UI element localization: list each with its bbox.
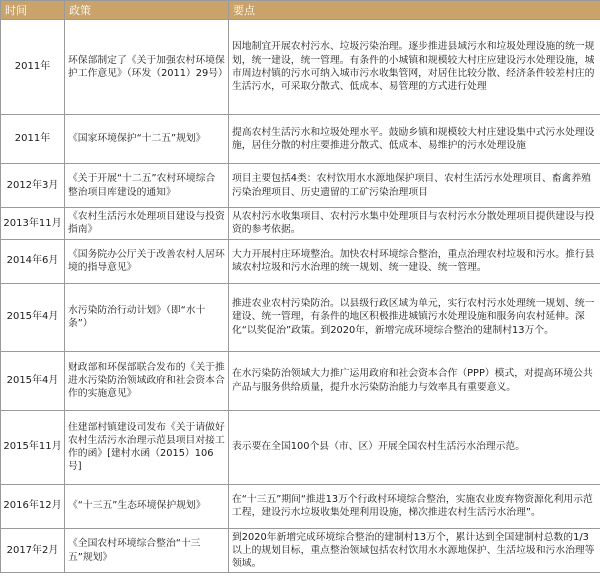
cell-policy: 《关于开展“十二五”农村环境综合整治项目库建设的通知》 [65,164,229,208]
cell-time: 2013年11月 [1,208,65,240]
table-row [1,351,600,410]
cell-points: 到2020年新增完成环境综合整治的建制村13万个，累计达到全国建制村总数的1/3以上的规划目标，重点整治领域包括农村饮用水水源地保护、生活垃圾和污水治理等领域。 [229,528,600,573]
cell-points: 表示要在全国100个县（市、区）开展全国农村生活污水治理示范。 [229,410,600,484]
cell-policy: 《国务院办公厅关于改善农村人居环境的指导意见》 [65,239,229,283]
cell-points: 从农村污水收集项目、农村污水集中处理项目与农村污水分散处理项目提供建设与投资的参考依据。 [229,208,600,240]
cell-points: 项目主要包括4类：农村饮用水水源地保护项目、农村生活污水处理项目、畜禽养殖污染治理项目、历史遗留的工矿污染治理项目 [229,164,600,208]
cell-policy: 环保部制定了《关于加强农村环境保护工作意见》（环发（2011）29号） [65,20,229,115]
cell-policy: 《全国农村环境综合整治“十三五”规划》 [65,528,229,573]
table-row [1,410,600,484]
cell-time: 2012年3月 [1,164,65,208]
cell-policy: 《农村生活污水处理项目建设与投资指南》 [65,208,229,240]
cell-policy: 住建部村镇建设司发布《关于请做好农村生活污水治理示范县项目对接工作的函》[建村水函（2015）106号] [65,410,229,484]
table-row [1,484,600,528]
cell-time: 2011年 [1,115,65,164]
header-policy: 政策 [65,1,229,20]
table-row [1,164,600,208]
header-points: 要点 [229,1,600,20]
cell-time: 2015年11月 [1,410,65,484]
table-row [1,20,600,115]
header-row [1,1,600,20]
cell-time: 2015年4月 [1,283,65,351]
cell-policy: 财政部和环保部联合发布的《关于推进水污染防治领域政府和社会资本合作的实施意见》 [65,351,229,410]
table-row [1,208,600,240]
table-row [1,283,600,351]
cell-time: 2011年 [1,20,65,115]
table-row [1,239,600,283]
cell-points: 因地制宜开展农村污水、垃圾污染治理。逐步推进县域污水和垃圾处理设施的统一规划，统一建设，统一管理。有条件的小城镇和规模较大村庄应建设污水处理设施，城市周边村镇的污水可纳入城市污水收集管网，对居住比较分散、经济条件较差村庄的生活污水，可采取分散式、低成本、易管理的方式进行处理 [229,20,600,115]
cell-policy: 水污染防治行动计划》（即“水十条”） [65,283,229,351]
cell-time: 2015年4月 [1,351,65,410]
table-row [1,115,600,164]
cell-points: 大力开展村庄环境整治。加快农村环境综合整治，重点治理农村垃圾和污水。推行县域农村垃圾和污水治理的统一规划、统一建设、统一管理。 [229,239,600,283]
cell-points: 推进农业农村污染防治。以县级行政区域为单元，实行农村污水处理统一规划、统一建设、统一管理，有条件的地区积极推进城镇污水处理设施和服务向农村延伸。深化“以奖促治”政策。到2020年，新增完成环境综合整治的建制村13万个。 [229,283,600,351]
cell-points: 提高农村生活污水和垃圾处理水平。鼓励乡镇和规模较大村庄建设集中式污水处理设施，居住分散的村庄要推进分散式、低成本、易维护的污水处理设施 [229,115,600,164]
table-row [1,528,600,573]
header-time: 时间 [1,1,65,20]
cell-points: 在“十三五”期间“推进13万个行政村环境综合整治，实施农业废弃物资源化利用示范工程，建设污水垃圾收集处理利用设施，梯次推进农村生活污水治理”。 [229,484,600,528]
cell-policy: 《国家环境保护“十二五”规划》 [65,115,229,164]
cell-time: 2014年6月 [1,239,65,283]
cell-points: 在水污染防治领域大力推广运用政府和社会资本合作（PPP）模式，对提高环境公共产品与服务供给质量，提升水污染防治能力与效率具有重要意义。 [229,351,600,410]
cell-time: 2016年12月 [1,484,65,528]
cell-policy: 《“十三五”生态环境保护规划》 [65,484,229,528]
cell-time: 2017年2月 [1,528,65,573]
